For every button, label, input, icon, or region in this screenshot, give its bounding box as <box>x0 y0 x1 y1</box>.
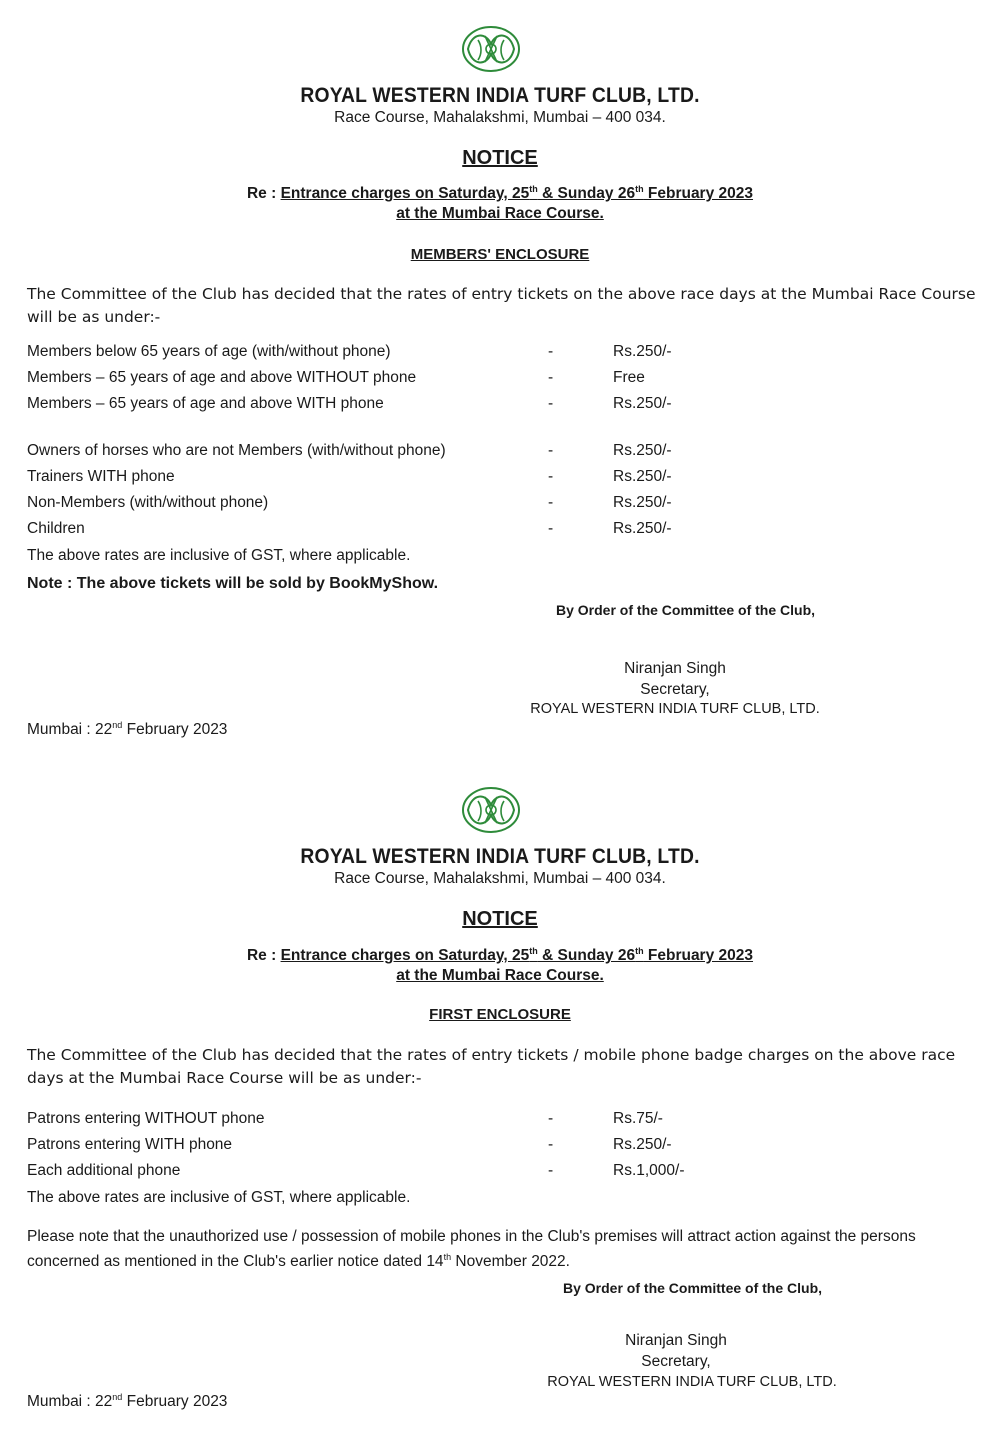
rate-row <box>27 468 727 494</box>
date-prefix: Mumbai : 22 <box>27 721 113 739</box>
club-crest-logo <box>460 785 522 835</box>
re-text-part1: Entrance charges on Saturday, 25 <box>280 185 530 203</box>
rate-label: Members – 65 years of age and above WITH phone <box>27 395 384 412</box>
notice-heading: NOTICE <box>462 147 538 169</box>
re-text-part3: February 2023 <box>643 947 754 965</box>
rate-dash: - <box>548 468 554 485</box>
club-name: ROYAL WESTERN INDIA TURF CLUB, LTD. <box>300 845 700 868</box>
rate-row <box>27 494 727 520</box>
rate-row <box>27 1110 727 1136</box>
signatory-name: Niranjan Singh <box>624 660 726 677</box>
rate-row <box>27 343 727 369</box>
rate-value: Rs.250/- <box>613 1136 672 1153</box>
rate-label: Children <box>27 520 85 537</box>
club-address: Race Course, Mahalakshmi, Mumbai – 400 034. <box>334 870 666 887</box>
rate-dash: - <box>548 369 554 386</box>
rate-label: Trainers WITH phone <box>27 468 175 485</box>
intro-paragraph: The Committee of the Club has decided that the rates of entry tickets / mobile phone badge charges on the above race days at the Mumbai Race Course will be as under:- <box>27 1046 956 1087</box>
order-line: By Order of the Committee of the Club, <box>563 1280 823 1296</box>
rate-label: Patrons entering WITH phone <box>27 1136 233 1153</box>
bookmyshow-note: Note : The above tickets will be sold by BookMyShow. <box>27 575 439 592</box>
notice-first-enclosure <box>0 760 1000 1436</box>
rate-row <box>27 1162 727 1188</box>
re-sup1: th <box>529 184 538 194</box>
signatory-name: Niranjan Singh <box>625 1332 727 1349</box>
signatory-designation: Secretary, <box>640 681 710 698</box>
rate-label: Owners of horses who are not Members (with/without phone) <box>27 442 446 459</box>
re-subject-line <box>0 184 1000 203</box>
rate-dash: - <box>548 395 554 412</box>
rate-label: Non-Members (with/without phone) <box>27 494 269 511</box>
re-text-part2: & Sunday 26 <box>537 185 636 203</box>
rate-dash: - <box>548 442 554 459</box>
date-sup: nd <box>112 1392 123 1402</box>
rate-value: Rs.1,000/- <box>613 1162 685 1179</box>
rate-row <box>27 442 727 468</box>
re-prefix: Re : <box>246 947 281 965</box>
re-sup1: th <box>529 946 538 956</box>
re-venue: at the Mumbai Race Course. <box>396 967 604 984</box>
rate-dash: - <box>548 1136 554 1153</box>
rate-dash: - <box>548 494 554 511</box>
rate-dash: - <box>548 520 554 537</box>
rate-dash: - <box>548 1162 554 1179</box>
rate-row <box>27 520 727 546</box>
rate-value: Free <box>613 369 645 386</box>
date-prefix: Mumbai : 22 <box>27 1393 113 1411</box>
signatory-org: ROYAL WESTERN INDIA TURF CLUB, LTD. <box>530 701 820 717</box>
gst-note: The above rates are inclusive of GST, where applicable. <box>27 1189 411 1206</box>
rate-value: Rs.250/- <box>613 468 672 485</box>
date-rest: February 2023 <box>122 1393 228 1411</box>
re-text-part1: Entrance charges on Saturday, 25 <box>280 947 530 965</box>
date-rest: February 2023 <box>122 721 228 739</box>
gst-note: The above rates are inclusive of GST, where applicable. <box>27 547 411 564</box>
warning-sup: th <box>443 1252 452 1262</box>
date-sup: nd <box>112 720 123 730</box>
rate-dash: - <box>548 1110 554 1127</box>
intro-paragraph: The Committee of the Club has decided that the rates of entry tickets on the above race days at the Mumbai Race Course will be as under:- <box>27 285 976 326</box>
enclosure-title: MEMBERS' ENCLOSURE <box>410 246 590 263</box>
club-address: Race Course, Mahalakshmi, Mumbai – 400 034. <box>334 109 666 126</box>
rate-dash: - <box>548 343 554 360</box>
warning-rest: November 2022. <box>451 1253 570 1271</box>
mobile-phone-warning <box>27 1226 982 1272</box>
signatory-org: ROYAL WESTERN INDIA TURF CLUB, LTD. <box>547 1374 837 1390</box>
notice-date <box>27 1392 227 1411</box>
rate-row <box>27 395 727 421</box>
re-subject-line2 <box>0 205 1000 223</box>
order-line: By Order of the Committee of the Club, <box>556 602 816 618</box>
rate-value: Rs.75/- <box>613 1110 663 1127</box>
notice-heading: NOTICE <box>462 908 538 930</box>
rate-value: Rs.250/- <box>613 343 672 360</box>
rate-label: Members below 65 years of age (with/without phone) <box>27 343 391 360</box>
re-subject-line2 <box>0 967 1000 985</box>
rate-value: Rs.250/- <box>613 520 672 537</box>
club-name: ROYAL WESTERN INDIA TURF CLUB, LTD. <box>300 84 700 107</box>
re-subject-line <box>0 946 1000 965</box>
warning-text: Please note that the unauthorized use / possession of mobile phones in the Club's premises will attract action against the persons concerned as mentioned in the Club's earlier notice dated 14 <box>27 1228 916 1271</box>
re-sup2: th <box>635 184 644 194</box>
notice-date <box>27 720 227 739</box>
rate-row <box>27 1136 727 1162</box>
rate-value: Rs.250/- <box>613 494 672 511</box>
rate-label: Members – 65 years of age and above WITHOUT phone <box>27 369 417 386</box>
rate-label: Patrons entering WITHOUT phone <box>27 1110 265 1127</box>
re-prefix: Re : <box>246 185 281 203</box>
re-sup2: th <box>635 946 644 956</box>
re-text-part3: February 2023 <box>643 185 754 203</box>
signatory-designation: Secretary, <box>641 1353 711 1370</box>
rate-label: Each additional phone <box>27 1162 181 1179</box>
rate-value: Rs.250/- <box>613 442 672 459</box>
rate-value: Rs.250/- <box>613 395 672 412</box>
enclosure-title: FIRST ENCLOSURE <box>429 1006 571 1023</box>
re-venue: at the Mumbai Race Course. <box>396 205 604 222</box>
re-text-part2: & Sunday 26 <box>537 947 636 965</box>
rate-row <box>27 369 727 395</box>
club-crest-logo <box>460 24 522 74</box>
